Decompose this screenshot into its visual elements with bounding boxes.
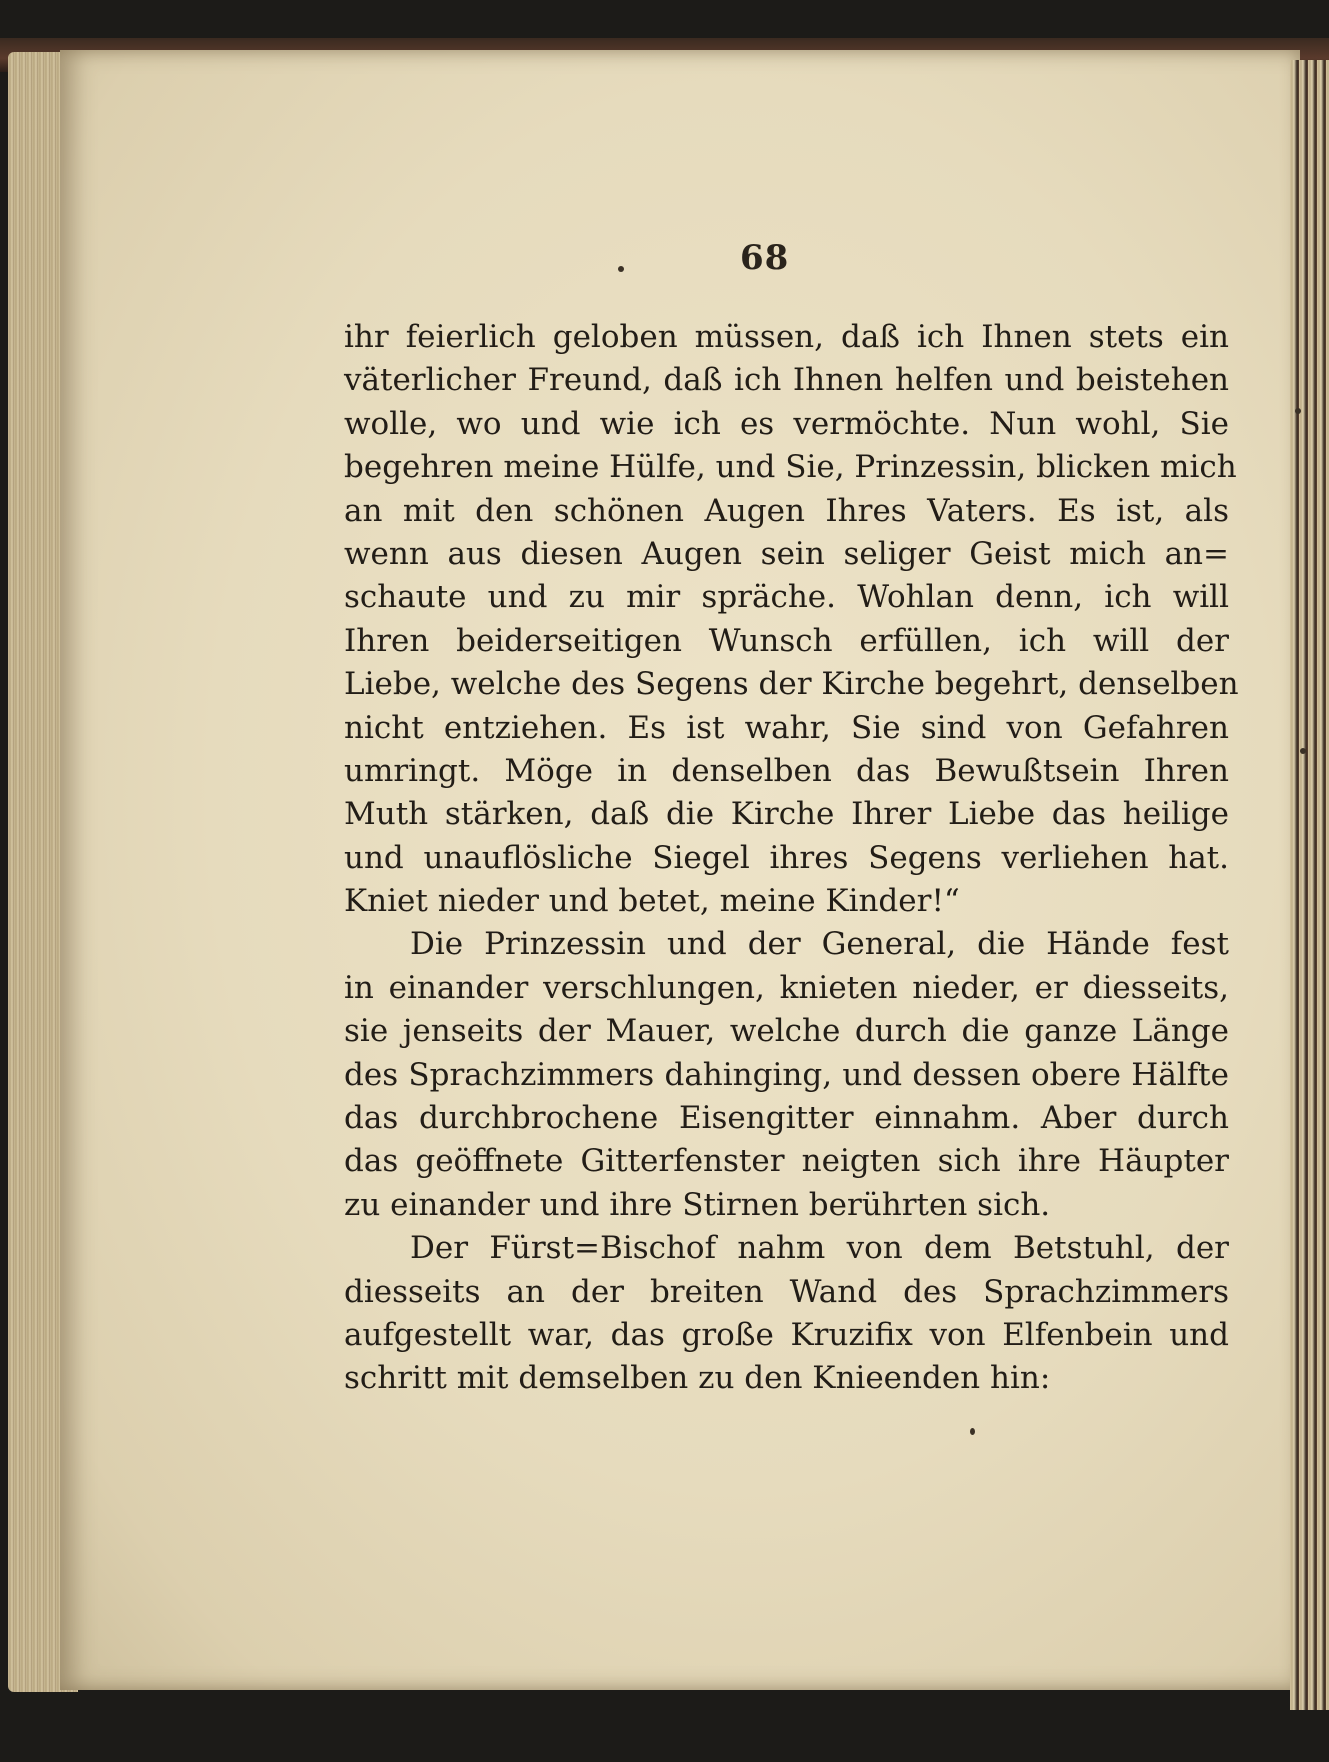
text-line: und unauflösliche Siegel ihres Segens verliehen hat. <box>344 839 1229 876</box>
text-line: begehren meine Hülfe, und Sie, Prinzessin, blicken mich <box>344 449 1237 486</box>
ink-speck <box>970 1428 975 1435</box>
text-line: wolle, wo und wie ich es vermöchte. Nun wohl, Sie <box>344 405 1229 442</box>
text-line: Die Prinzessin und der General, die Hände fest <box>410 926 1229 963</box>
text-line: nicht entziehen. Es ist wahr, Sie sind von Gefahren <box>344 709 1229 746</box>
text-line: umringt. Möge in denselben das Bewußtsein Ihren <box>344 752 1229 789</box>
text-line: das geöffnete Gitterfenster neigten sich ihre Häupter <box>344 1143 1229 1180</box>
text-line: wenn aus diesen Augen sein seliger Geist mich an= <box>344 535 1229 572</box>
page-edges-right <box>1290 60 1329 1710</box>
text-line: in einander verschlungen, knieten nieder, er diesseits, <box>344 969 1229 1006</box>
body-text <box>344 316 1239 1401</box>
text-line: schaute und zu mir spräche. Wohlan denn, ich will <box>344 579 1229 616</box>
text-line: Muth stärken, daß die Kirche Ihrer Liebe das heilige <box>344 796 1229 833</box>
text-line: sie jenseits der Mauer, welche durch die ganze Länge <box>344 1013 1229 1050</box>
ink-speck <box>1295 408 1301 414</box>
text-line: Kniet nieder und betet, meine Kinder!“ <box>344 883 960 920</box>
text-line: Liebe, welche des Segens der Kirche begehrt, denselben <box>344 666 1239 703</box>
ink-speck <box>618 266 624 272</box>
text-line: Ihren beiderseitigen Wunsch erfüllen, ich will der <box>344 622 1229 659</box>
text-line: Der Fürst=Bischof nahm von dem Betstuhl, der <box>410 1230 1229 1267</box>
text-line: schritt mit demselben zu den Knieenden hin: <box>344 1360 1051 1397</box>
text-line: aufgestellt war, das große Kruzifix von Elfenbein und <box>344 1316 1229 1353</box>
text-line: zu einander und ihre Stirnen berührten sich. <box>344 1186 1051 1223</box>
ink-speck <box>1300 748 1306 754</box>
text-line: väterlicher Freund, daß ich Ihnen helfen und beistehen <box>344 362 1229 399</box>
text-line: diesseits an der breiten Wand des Sprachzimmers <box>344 1273 1229 1310</box>
text-line: an mit den schönen Augen Ihres Vaters. Es ist, als <box>344 492 1229 529</box>
text-line: des Sprachzimmers dahinging, und dessen obere Hälfte <box>344 1056 1229 1093</box>
text-line: ihr feierlich geloben müssen, daß ich Ihnen stets ein <box>344 319 1229 355</box>
text-line: das durchbrochene Eisengitter einnahm. Aber durch <box>344 1100 1229 1137</box>
page-number: 68 <box>740 238 790 278</box>
